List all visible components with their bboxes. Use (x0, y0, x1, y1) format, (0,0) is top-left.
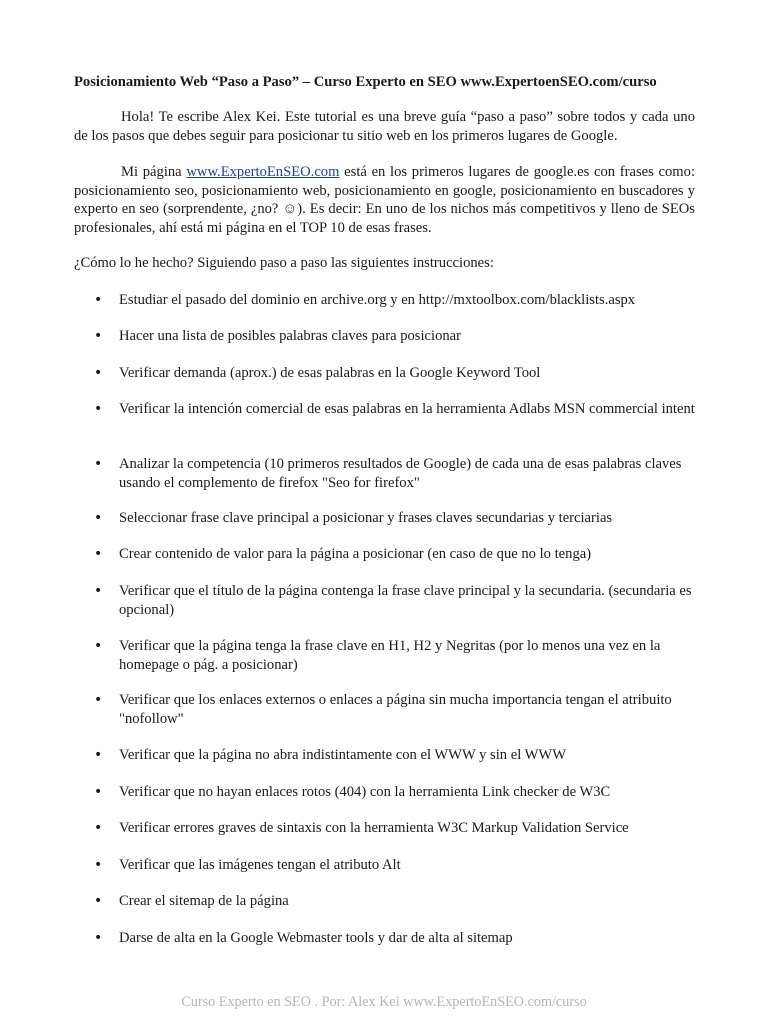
bullet-icon: • (94, 583, 103, 599)
bullet-icon: • (94, 857, 103, 873)
step-text: Darse de alta en la Google Webmaster tools y dar de alta al sitemap (119, 930, 513, 946)
step-text: Analizar la competencia (10 primeros resultados de Google) de cada una de esas palabras claves usando el complemento de firefox "Seo for firefox" (119, 456, 682, 491)
bullet-icon: • (94, 692, 103, 708)
step-text: Crear contenido de valor para la página a posicionar (en caso de que no lo tenga) (119, 546, 592, 562)
step-text: Estudiar el pasado del dominio en archive.org y en http://mxtoolbox.com/blacklists.aspx (119, 292, 636, 308)
bullet-icon: • (94, 510, 103, 526)
step-text: Verificar que la página no abra indistintamente con el WWW y sin el WWW (119, 747, 566, 763)
step-text: Verificar demanda (aprox.) de esas palabras en la Google Keyword Tool (119, 365, 541, 381)
step-text: Seleccionar frase clave principal a posicionar y frases claves secundarias y terciarias (119, 510, 613, 526)
step-text: Verificar que las imágenes tengan el atributo Alt (119, 857, 401, 873)
bullet-icon: • (94, 747, 103, 763)
step-text: Crear el sitemap de la página (119, 893, 289, 909)
ranking-paragraph-suffix: está en los primeros lugares de google.es con frases como: posicionamiento seo, posicionamiento web, posicionamiento en google, posicionamiento en buscadores y experto en seo (sorprendente, ¿no? ☺). Es decir: En uno de los nichos más competitivos y lleno de SEOs profesionales, ahí está mi página en el TOP 10 de esas frases. (74, 164, 695, 236)
step-text: Verificar que no hayan enlaces rotos (404) con la herramienta Link checker de W3C (119, 784, 611, 800)
page-footer: Curso Experto en SEO . Por: Alex Kei www.ExpertoEnSEO.com/curso (181, 994, 587, 1010)
intro-paragraph: Hola! Te escribe Alex Kei. Este tutorial es una breve guía “paso a paso” sobre todos y cada uno de los pasos que debes seguir para posicionar tu sitio web en los primeros lugares de Google. (74, 109, 695, 144)
step-text: Verificar que el título de la página contenga la frase clave principal y la secundaria. (secundaria es opcional) (119, 583, 692, 618)
question-paragraph: ¿Cómo lo he hecho? Siguiendo paso a paso las siguientes instrucciones: (74, 255, 494, 271)
bullet-icon: • (94, 292, 103, 308)
bullet-icon: • (94, 893, 103, 909)
ranking-paragraph-prefix: Mi página (121, 164, 187, 180)
step-text: Verificar errores graves de sintaxis con la herramienta W3C Markup Validation Service (119, 820, 629, 836)
bullet-icon: • (94, 638, 103, 654)
bullet-icon: • (94, 365, 103, 381)
document-title: Posicionamiento Web “Paso a Paso” – Curso Experto en SEO www.ExpertoenSEO.com/curso (74, 74, 657, 90)
experto-en-seo-link[interactable]: www.ExpertoEnSEO.com (186, 164, 340, 180)
bullet-icon: • (94, 930, 103, 946)
bullet-icon: • (94, 456, 103, 472)
step-text: Verificar que la página tenga la frase clave en H1, H2 y Negritas (por lo menos una vez en la homepage o pág. a posicionar) (119, 638, 661, 673)
step-text: Verificar la intención comercial de esas palabras en la herramienta Adlabs MSN commercial intent (119, 401, 695, 417)
bullet-icon: • (94, 820, 103, 836)
bullet-icon: • (94, 784, 103, 800)
bullet-icon: • (94, 546, 103, 562)
bullet-icon: • (94, 328, 103, 344)
bullet-icon: • (94, 401, 103, 417)
step-text: Hacer una lista de posibles palabras claves para posicionar (119, 328, 462, 344)
step-text: Verificar que los enlaces externos o enlaces a página sin mucha importancia tengan el atribuito "nofollow" (119, 692, 672, 727)
